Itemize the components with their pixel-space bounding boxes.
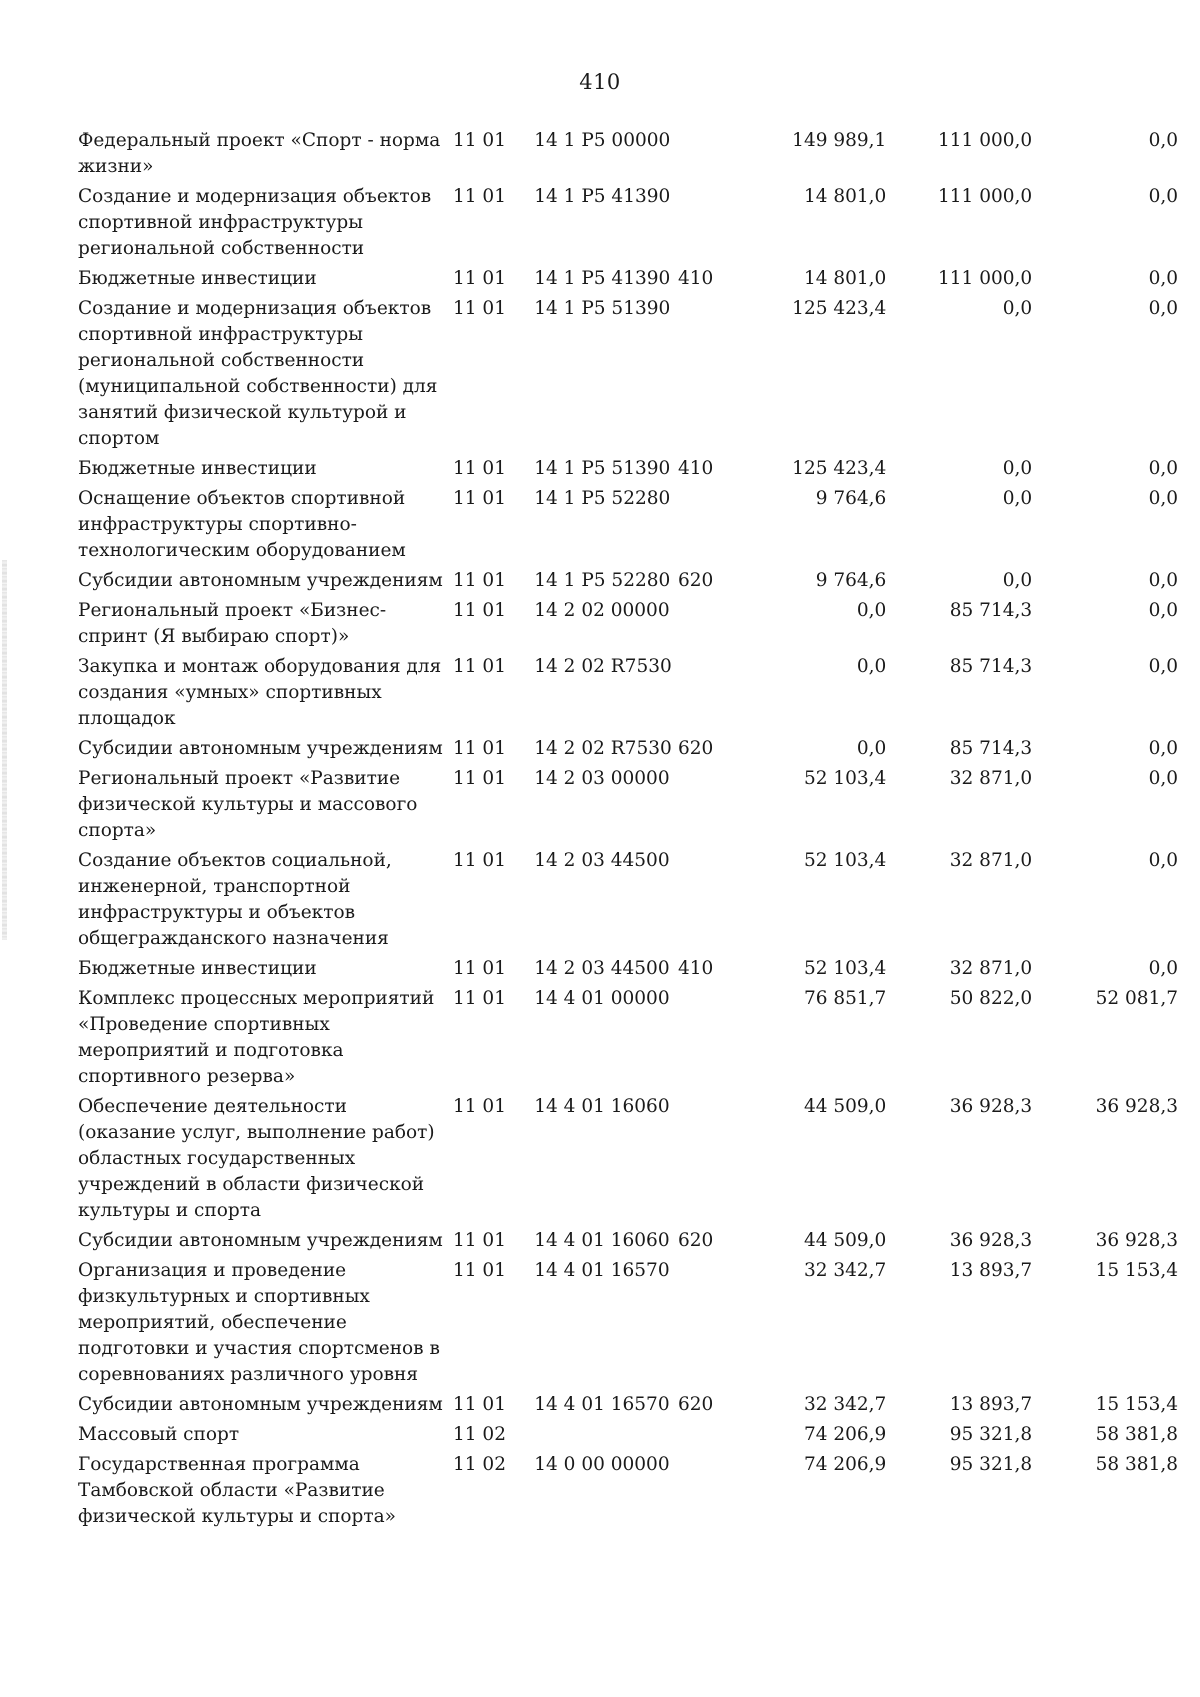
amount-cell-2: 95 321,8 [949, 1424, 1033, 1445]
target-code-cell: 14 2 03 44500 [534, 958, 670, 979]
amount-cell-2: 111 000,0 [938, 268, 1033, 289]
amount-cell-3: 0,0 [1148, 186, 1178, 207]
table-row [78, 1452, 1178, 1534]
amount-cell-3: 15 153,4 [1095, 1260, 1178, 1281]
section-code-cell: 11 02 [453, 1424, 506, 1445]
amount-cell-2: 0,0 [1002, 488, 1033, 509]
amount-cell-2: 13 893,7 [949, 1260, 1033, 1281]
amount-cell-3: 0,0 [1148, 130, 1178, 151]
section-code-cell: 11 01 [453, 1394, 506, 1415]
target-code-cell: 14 4 01 16060 [534, 1230, 670, 1251]
item-name-cell: Закупка и монтаж оборудования для создания «умных» спортивных площадок [78, 656, 442, 729]
amount-cell-2: 32 871,0 [949, 768, 1033, 789]
amount-cell-3: 36 928,3 [1095, 1096, 1178, 1117]
table-row [78, 736, 1178, 766]
section-code-cell: 11 01 [453, 768, 506, 789]
target-code-cell: 14 2 02 00000 [534, 600, 670, 621]
amount-cell-3: 0,0 [1148, 958, 1178, 979]
target-code-cell: 14 2 02 R7530 [534, 656, 672, 677]
item-name-cell: Субсидии автономным учреждениям [78, 738, 443, 759]
target-code-cell: 14 1 P5 52280 [534, 570, 671, 591]
amount-cell-1: 14 801,0 [803, 268, 887, 289]
expense-type-cell: 620 [678, 1230, 714, 1251]
amount-cell-3: 0,0 [1148, 768, 1178, 789]
target-code-cell [534, 1422, 678, 1452]
expense-type-cell [678, 1094, 730, 1228]
amount-cell-3: 0,0 [1148, 488, 1178, 509]
item-name-cell: Субсидии автономным учреждениям [78, 1230, 443, 1251]
item-name-cell: Оснащение объектов спортивной инфраструктуры спортивно-технологическим оборудованием [78, 488, 406, 561]
amount-cell-2: 36 928,3 [949, 1230, 1033, 1251]
expense-type-cell [678, 486, 730, 568]
target-code-cell: 14 4 01 00000 [534, 988, 670, 1009]
section-code-cell: 11 01 [453, 958, 506, 979]
item-name-cell: Массовый спорт [78, 1424, 240, 1445]
page-number: 410 [579, 70, 621, 94]
expense-type-cell [678, 184, 730, 266]
amount-cell-3: 52 081,7 [1095, 988, 1178, 1009]
amount-cell-1: 74 206,9 [803, 1424, 887, 1445]
target-code-cell: 14 4 01 16570 [534, 1260, 670, 1281]
target-code-cell: 14 1 P5 41390 [534, 268, 671, 289]
amount-cell-1: 0,0 [856, 656, 887, 677]
amount-cell-3: 0,0 [1148, 738, 1178, 759]
section-code-cell: 11 01 [453, 458, 506, 479]
amount-cell-3: 0,0 [1148, 298, 1178, 319]
table-row [78, 266, 1178, 296]
target-code-cell: 14 1 P5 41390 [534, 186, 671, 207]
amount-cell-2: 0,0 [1002, 570, 1033, 591]
target-code-cell: 14 0 00 00000 [534, 1454, 670, 1475]
table-row [78, 1422, 1178, 1452]
expense-type-cell [678, 128, 730, 184]
section-code-cell: 11 01 [453, 738, 506, 759]
scan-edge-artifact [2, 560, 7, 940]
amount-cell-1: 52 103,4 [803, 768, 887, 789]
table-row [78, 456, 1178, 486]
item-name-cell: Обеспечение деятельности (оказание услуг, выполнение работ) областных государственных учреждений в области физической культуры и спорта [78, 1096, 435, 1221]
amount-cell-1: 52 103,4 [803, 958, 887, 979]
expense-type-cell: 410 [678, 958, 714, 979]
amount-cell-2: 95 321,8 [949, 1454, 1033, 1475]
item-name-cell: Бюджетные инвестиции [78, 268, 317, 289]
amount-cell-1: 0,0 [856, 738, 887, 759]
amount-cell-1: 44 509,0 [803, 1230, 887, 1251]
amount-cell-2: 85 714,3 [949, 600, 1033, 621]
table-row [78, 1258, 1178, 1392]
expense-type-cell: 410 [678, 458, 714, 479]
target-code-cell: 14 2 02 R7530 [534, 738, 672, 759]
item-name-cell: Комплекс процессных мероприятий «Проведение спортивных мероприятий и подготовка спортивного резерва» [78, 988, 435, 1087]
table-row [78, 1094, 1178, 1228]
section-code-cell: 11 01 [453, 186, 506, 207]
amount-cell-2: 36 928,3 [949, 1096, 1033, 1117]
target-code-cell: 14 2 03 00000 [534, 768, 670, 789]
amount-cell-1: 52 103,4 [803, 850, 887, 871]
target-code-cell: 14 1 P5 51390 [534, 298, 671, 319]
amount-cell-2: 85 714,3 [949, 738, 1033, 759]
table-row [78, 128, 1178, 184]
target-code-cell: 14 1 P5 51390 [534, 458, 671, 479]
table-row [78, 1392, 1178, 1422]
section-code-cell: 11 01 [453, 1230, 506, 1251]
item-name-cell: Создание объектов социальной, инженерной, транспортной инфраструктуры и объектов общегражданского назначения [78, 850, 392, 949]
table-row [78, 184, 1178, 266]
table-row [78, 598, 1178, 654]
expense-type-cell: 620 [678, 738, 714, 759]
expense-type-cell [678, 1422, 730, 1452]
item-name-cell: Субсидии автономным учреждениям [78, 1394, 443, 1415]
amount-cell-3: 58 381,8 [1095, 1454, 1178, 1475]
amount-cell-1: 32 342,7 [803, 1394, 887, 1415]
expense-type-cell [678, 296, 730, 456]
expense-type-cell [678, 848, 730, 956]
amount-cell-1: 44 509,0 [803, 1096, 887, 1117]
target-code-cell: 14 1 P5 52280 [534, 488, 671, 509]
item-name-cell: Бюджетные инвестиции [78, 458, 317, 479]
amount-cell-3: 0,0 [1148, 458, 1178, 479]
amount-cell-1: 9 764,6 [815, 488, 887, 509]
expense-type-cell: 620 [678, 570, 714, 591]
table-row [78, 654, 1178, 736]
amount-cell-3: 0,0 [1148, 850, 1178, 871]
amount-cell-2: 111 000,0 [938, 130, 1033, 151]
section-code-cell: 11 01 [453, 1260, 506, 1281]
section-code-cell: 11 01 [453, 130, 506, 151]
table-row [78, 486, 1178, 568]
amount-cell-1: 76 851,7 [803, 988, 887, 1009]
section-code-cell: 11 01 [453, 850, 506, 871]
amount-cell-3: 58 381,8 [1095, 1424, 1178, 1445]
section-code-cell: 11 01 [453, 268, 506, 289]
table-body [78, 128, 1178, 1534]
expense-type-cell [678, 1452, 730, 1534]
amount-cell-3: 0,0 [1148, 268, 1178, 289]
expense-type-cell [678, 1258, 730, 1392]
section-code-cell: 11 01 [453, 488, 506, 509]
item-name-cell: Региональный проект «Развитие физической культуры и массового спорта» [78, 768, 418, 841]
table-row [78, 296, 1178, 456]
amount-cell-3: 0,0 [1148, 600, 1178, 621]
budget-table [78, 128, 1178, 1534]
section-code-cell: 11 01 [453, 600, 506, 621]
table-row [78, 766, 1178, 848]
target-code-cell: 14 4 01 16570 [534, 1394, 670, 1415]
amount-cell-3: 0,0 [1148, 656, 1178, 677]
expense-type-cell [678, 766, 730, 848]
item-name-cell: Организация и проведение физкультурных и спортивных мероприятий, обеспечение подготовки и участия спортсменов в соревнованиях различного уровня [78, 1260, 440, 1385]
amount-cell-3: 15 153,4 [1095, 1394, 1178, 1415]
expense-type-cell [678, 598, 730, 654]
amount-cell-2: 32 871,0 [949, 958, 1033, 979]
table-row [78, 956, 1178, 986]
amount-cell-2: 32 871,0 [949, 850, 1033, 871]
expense-type-cell [678, 986, 730, 1094]
amount-cell-2: 85 714,3 [949, 656, 1033, 677]
item-name-cell: Федеральный проект «Спорт - норма жизни» [78, 130, 441, 177]
section-code-cell: 11 01 [453, 988, 506, 1009]
amount-cell-1: 9 764,6 [815, 570, 887, 591]
item-name-cell: Субсидии автономным учреждениям [78, 570, 443, 591]
table-row [78, 568, 1178, 598]
amount-cell-2: 111 000,0 [938, 186, 1033, 207]
amount-cell-3: 0,0 [1148, 570, 1178, 591]
amount-cell-1: 0,0 [856, 600, 887, 621]
item-name-cell: Создание и модернизация объектов спортивной инфраструктуры региональной собственности [78, 186, 432, 259]
target-code-cell: 14 1 P5 00000 [534, 130, 671, 151]
item-name-cell: Бюджетные инвестиции [78, 958, 317, 979]
section-code-cell: 11 02 [453, 1454, 506, 1475]
amount-cell-1: 32 342,7 [803, 1260, 887, 1281]
amount-cell-3: 36 928,3 [1095, 1230, 1178, 1251]
section-code-cell: 11 01 [453, 298, 506, 319]
amount-cell-1: 125 423,4 [792, 458, 887, 479]
amount-cell-1: 125 423,4 [792, 298, 887, 319]
amount-cell-1: 14 801,0 [803, 186, 887, 207]
target-code-cell: 14 4 01 16060 [534, 1096, 670, 1117]
table-row [78, 848, 1178, 956]
amount-cell-2: 13 893,7 [949, 1394, 1033, 1415]
amount-cell-2: 50 822,0 [949, 988, 1033, 1009]
item-name-cell: Региональный проект «Бизнес-спринт (Я выбираю спорт)» [78, 600, 387, 647]
section-code-cell: 11 01 [453, 570, 506, 591]
amount-cell-2: 0,0 [1002, 298, 1033, 319]
section-code-cell: 11 01 [453, 656, 506, 677]
expense-type-cell: 410 [678, 268, 714, 289]
amount-cell-1: 149 989,1 [792, 130, 887, 151]
item-name-cell: Создание и модернизация объектов спортивной инфраструктуры региональной собственности (муниципальной собственности) для занятий физической культурой и спортом [78, 298, 438, 449]
table-row [78, 986, 1178, 1094]
table-row [78, 1228, 1178, 1258]
amount-cell-2: 0,0 [1002, 458, 1033, 479]
amount-cell-1: 74 206,9 [803, 1454, 887, 1475]
expense-type-cell: 620 [678, 1394, 714, 1415]
expense-type-cell [678, 654, 730, 736]
item-name-cell: Государственная программа Тамбовской области «Развитие физической культуры и спорта» [78, 1454, 396, 1527]
section-code-cell: 11 01 [453, 1096, 506, 1117]
target-code-cell: 14 2 03 44500 [534, 850, 670, 871]
